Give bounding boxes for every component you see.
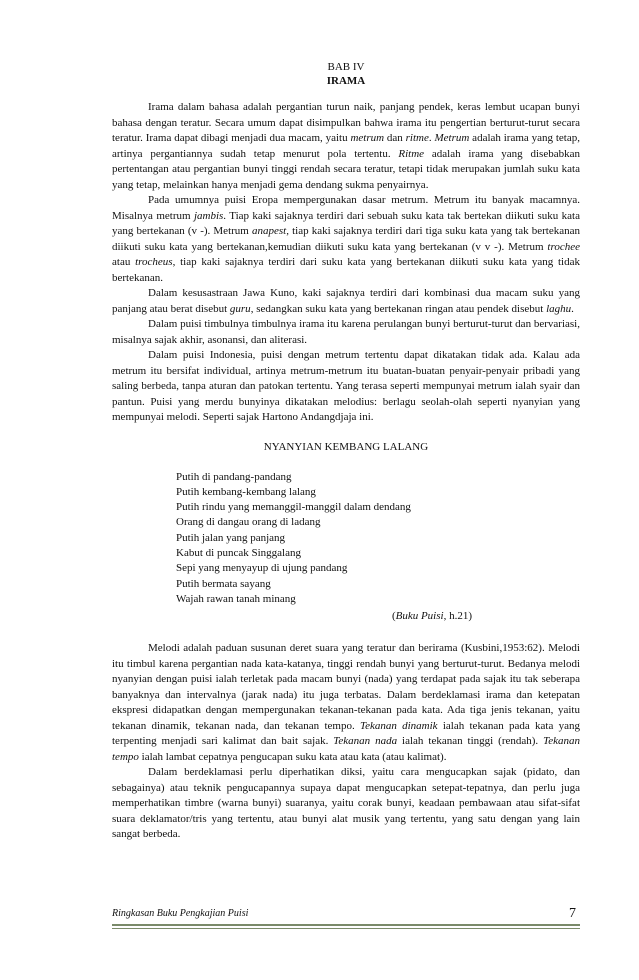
poem-title: NYANYIAN KEMBANG LALANG: [263, 440, 429, 453]
footer-rule: [112, 924, 580, 926]
poem-line: Orang di dangau orang di ladang: [176, 516, 321, 529]
paragraph-4: Dalam puisi timbulnya timbulnya irama itu karena perulangan bunyi berturut-turut dan bervariasi, misalnya sajak akhir, asonansi, dan aliterasi.: [112, 318, 580, 346]
page-number: 7: [569, 906, 576, 921]
page-footer: [112, 906, 580, 930]
chapter-title: IRAMA: [326, 75, 366, 87]
chapter-label: BAB IV: [327, 61, 365, 73]
poem-line: Putih di pandang-pandang: [176, 470, 292, 483]
poem-line: Sepi yang menyayup di ujung pandang: [176, 562, 348, 575]
paragraph-2: Pada umumnya puisi Eropa mempergunakan dasar metrum. Metrum itu banyak macamnya. Misalnya metrum jambis. Tiap kaki sajaknya terdiri dari sebuah suku kata tak bertekan diikuti suku kata yang bertekanan (v -). Metrum anapest, tiap kaki sajaknya terdiri dari tiga suku kata yang tak bertekanan diikuti suku kata yang bertekanan,kemudian diikuti suku kata yang bertekanan (v v -). Metrum trochee atau trocheus, tiap kaki sajaknya terdiri dari suku kata yang bertekanan diikuti suku kata yang tidak bertekanan.: [112, 194, 581, 284]
poem-line: Putih jalan yang panjang: [176, 531, 286, 544]
poem-source: (Buku Puisi, h.21): [391, 610, 472, 623]
poem-line: Kabut di puncak Singgalang: [176, 546, 301, 559]
paragraph-5: Dalam puisi Indonesia, puisi dengan metrum tertentu dapat dikatakan tidak ada. Kalau ada metrum itu bersifat individual, artinya metrum-metrum itu buatan-buatan penyair-penyair pribadi yang saling berbeda, tanpa aturan dan patokan tertentu. Yang terasa seperti mempunyai metrum ialah syair dan pantun. Puisi yang merdu bunyinya dikatakan melodius: berlagu seolah-olah seperti nyanyian yang mempunyai melodi. Seperti sajak Hartono Andangdjaja ini.: [112, 349, 580, 423]
poem-line: Putih kembang-kembang lalang: [176, 485, 316, 498]
paragraph-6: Melodi adalah paduan susunan deret suara yang teratur dan berirama (Kusbini,1953:62). Melodi itu timbul karena pergantian nada kata-katanya, tinggi rendah bunyi yang berturut-turut. Bedanya melodi nyanyian dengan puisi ialah terletak pada macam bunyi (nada) yang terdapat pada sajak itu tak seberapa banyaknya dan intervalnya (jarak nada) itu juga terbatas. Dalam berdeklamasi irama dan ketepatan ekspresi didapatkan dengan mempergunakan tekanan-tekanan pada kata. Ada tiga jenis tekanan, yaitu tekanan dinamik, tekanan nada, dan tekanan tempo. Tekanan dinamik ialah tekanan pada kata yang terpenting menjadi sari kalimat dan bait sajak. Tekanan nada ialah tekanan tinggi (rendah). Tekanan tempo ialah lambat cepatnya pengucapan suku kata atau kata (atau kalimat).: [112, 642, 580, 763]
page-content: [112, 60, 580, 843]
footer-book-title: Ringkasan Buku Pengkajian Puisi: [112, 908, 249, 919]
paragraph-1: Irama dalam bahasa adalah pergantian turun naik, panjang pendek, keras lembut ucapan bunyi bahasa dengan teratur. Secara umum dapat disimpulkan bahwa irama itu pengertian berturut-turut secara teratur. Irama dapat dibagi menjadi dua macam, yaitu metrum dan ritme. Metrum adalah irama yang tetap, artinya pergantiannya sudah tetap menurut pola tertentu. Ritme adalah irama yang disebabkan pertentangan atau pergantian bunyi tinggi rendah secara teratur, tetapi tidak merupakan jumlah suku kata yang tetap, melainkan hanya menjadi gema dendang sukma penyairnya.: [112, 101, 580, 191]
paragraph-3: Dalam kesusastraan Jawa Kuno, kaki sajaknya terdiri dari kombinasi dua macam suku yang panjang atau berat disebut guru, sedangkan suku kata yang bertekanan ringan atau pendek disebut laghu.: [112, 287, 580, 315]
poem-line: Putih rindu yang memanggil-manggil dalam dendang: [176, 501, 411, 514]
poem-body: [176, 470, 580, 608]
poem-line: Putih bermata sayang: [176, 577, 271, 590]
paragraph-7: Dalam berdeklamasi perlu diperhatikan diksi, yaitu cara mengucapkan sajak (pidato, dan sebagainya) atau teknik pengucapannya supaya dapat mengucapkan setepat-tepatnya, dan perlu juga memperhatikan timbre (warna bunyi) suaranya, yaitu corak bunyi, keadaan pembawaan atau sifat-sifat suara deklamator/tris yang tertentu, atau bunyi alat musik yang tertentu, yang satu dengan yang lain sangat berbeda.: [112, 766, 580, 841]
footer-rule-thin: [112, 928, 580, 929]
poem-line: Wajah rawan tanah minang: [176, 592, 296, 605]
